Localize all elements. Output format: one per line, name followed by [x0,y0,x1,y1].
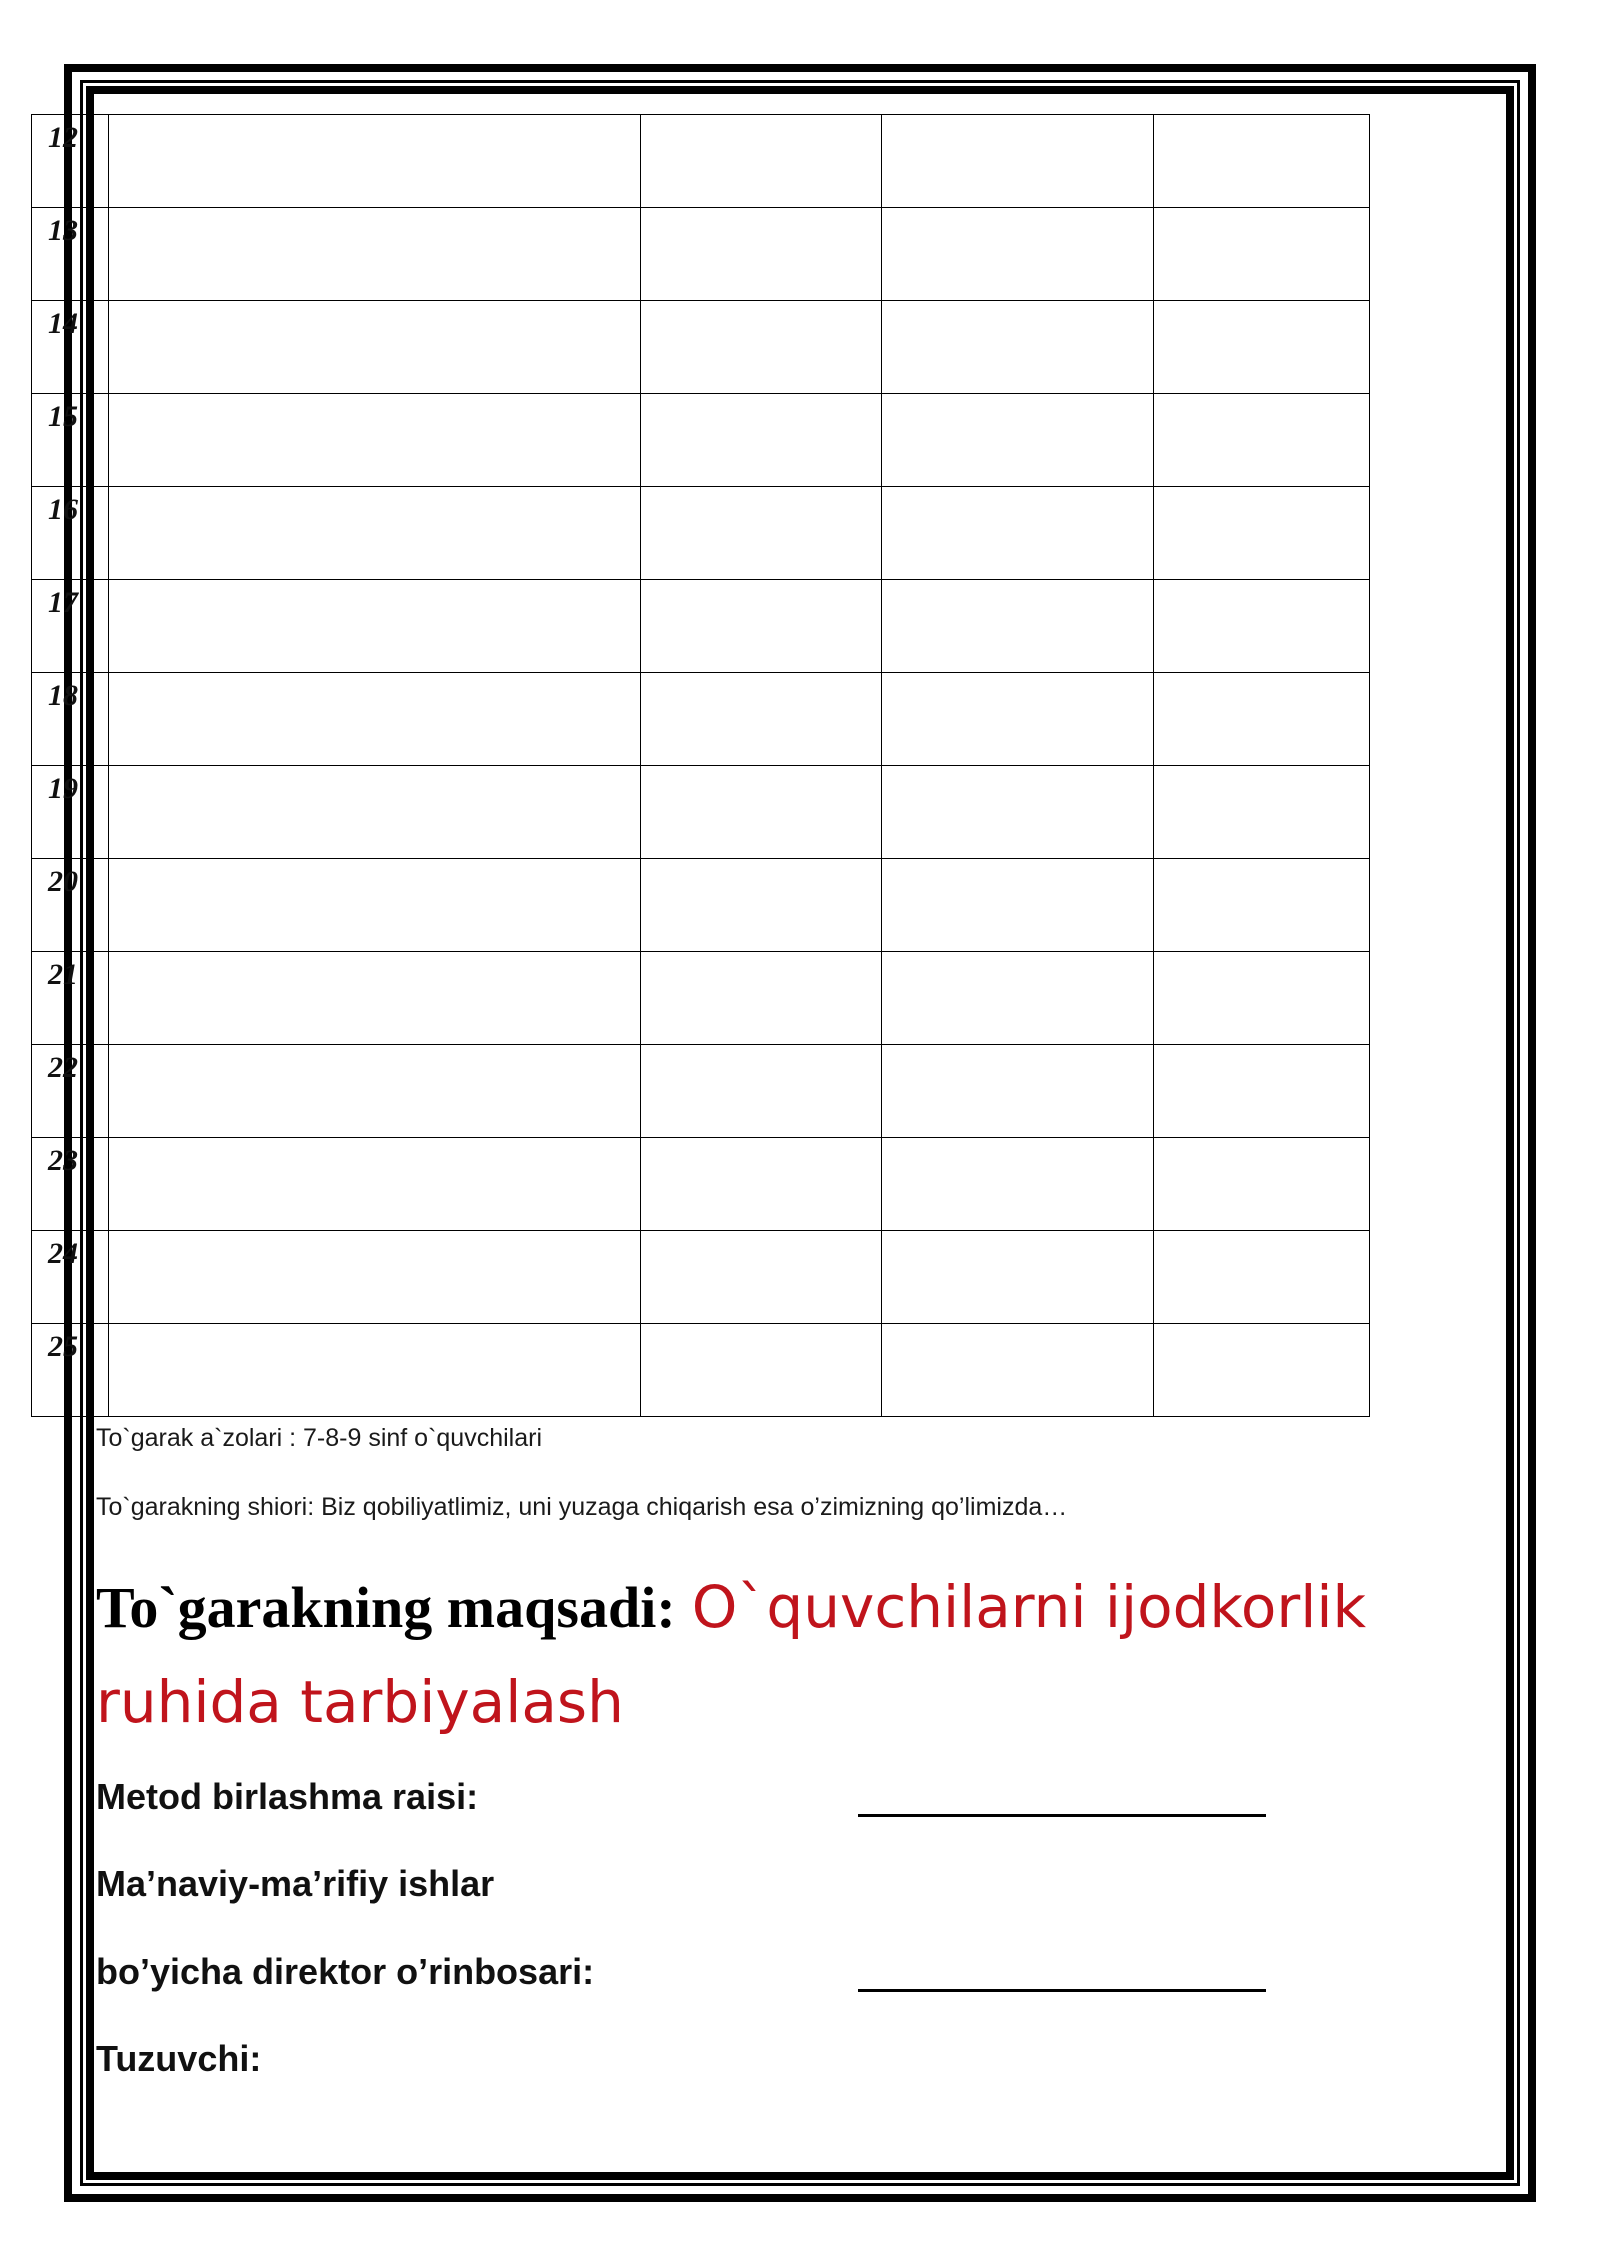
members-table [31,114,1370,1417]
table-cell [641,1045,882,1138]
table-cell [641,673,882,766]
table-cell [882,766,1154,859]
goal-label: To`garakning maqsadi: [96,1575,676,1640]
row-number: 15 [32,394,109,487]
table-cell [882,1324,1154,1417]
table-cell [109,394,641,487]
row-number: 23 [32,1138,109,1231]
table-cell [1154,952,1370,1045]
table-row [32,394,1370,487]
goal-text: O`quvchilarni ijodkorlik ruhida tarbiyalash [96,1573,1367,1736]
table-cell [641,487,882,580]
row-number: 13 [32,208,109,301]
table-cell [109,208,641,301]
row-number: 18 [32,673,109,766]
table-cell [109,952,641,1045]
table-row [32,115,1370,208]
table-cell [109,673,641,766]
table-cell [641,580,882,673]
members-text: To`garak a`zolari : 7-8-9 sinf o`quvchilari [96,1424,543,1452]
table-row [32,208,1370,301]
method-head-label: Metod birlashma raisi: [96,1776,479,1817]
row-number: 17 [32,580,109,673]
row-number: 19 [32,766,109,859]
table-cell [1154,487,1370,580]
row-number: 12 [32,115,109,208]
table-cell [641,115,882,208]
goal-heading [96,1560,1396,1750]
table-row [32,580,1370,673]
table-cell [1154,859,1370,952]
deputy-label-line2: bo’yicha direktor o’rinbosari: [96,1951,595,1992]
table-cell [109,1324,641,1417]
table-cell [882,394,1154,487]
table-cell [1154,394,1370,487]
table-cell [109,487,641,580]
table-row [32,301,1370,394]
table-cell [882,487,1154,580]
table-cell [1154,1324,1370,1417]
table-cell [1154,208,1370,301]
deputy-label-line1: Ma’naviy-ma’rifiy ishlar [96,1863,495,1904]
table-cell [882,1045,1154,1138]
table-cell [1154,673,1370,766]
table-row [32,1138,1370,1231]
table-cell [109,115,641,208]
table-cell [1154,301,1370,394]
table-cell [882,580,1154,673]
table-cell [882,1138,1154,1231]
row-number: 22 [32,1045,109,1138]
row-number: 20 [32,859,109,952]
table-cell [882,673,1154,766]
table-cell [1154,1045,1370,1138]
row-number: 24 [32,1231,109,1324]
table-cell [641,1231,882,1324]
table-row [32,487,1370,580]
table-row [32,1045,1370,1138]
table-cell [641,859,882,952]
table-cell [1154,580,1370,673]
table-cell [1154,1138,1370,1231]
table-cell [882,208,1154,301]
table-cell [109,1045,641,1138]
method-head-signature-line [858,1814,1266,1817]
table-cell [641,394,882,487]
table-cell [109,1231,641,1324]
table-cell [641,208,882,301]
table-cell [109,766,641,859]
table-cell [641,301,882,394]
table-row [32,766,1370,859]
table-cell [109,1138,641,1231]
table-cell [1154,115,1370,208]
table-cell [641,952,882,1045]
table-row [32,859,1370,952]
table-cell [882,952,1154,1045]
row-number: 16 [32,487,109,580]
author-label: Tuzuvchi: [96,2038,262,2079]
table-cell [1154,1231,1370,1324]
row-number: 25 [32,1324,109,1417]
table-row [32,673,1370,766]
table-cell [641,1138,882,1231]
table-cell [109,859,641,952]
table-cell [641,766,882,859]
table-cell [882,1231,1154,1324]
table-row [32,1324,1370,1417]
motto-text: To`garakning shiori: Biz qobiliyatlimiz, uni yuzaga chiqarish esa o’zimizning qo’limizda… [96,1493,1068,1521]
row-number: 21 [32,952,109,1045]
table-row [32,1231,1370,1324]
table-cell [109,301,641,394]
table-cell [882,301,1154,394]
table-cell [641,1324,882,1417]
members-table-body [32,115,1370,1417]
deputy-signature-line [858,1989,1266,1992]
table-cell [882,859,1154,952]
table-row [32,952,1370,1045]
row-number: 14 [32,301,109,394]
table-cell [109,580,641,673]
table-cell [882,115,1154,208]
table-cell [1154,766,1370,859]
